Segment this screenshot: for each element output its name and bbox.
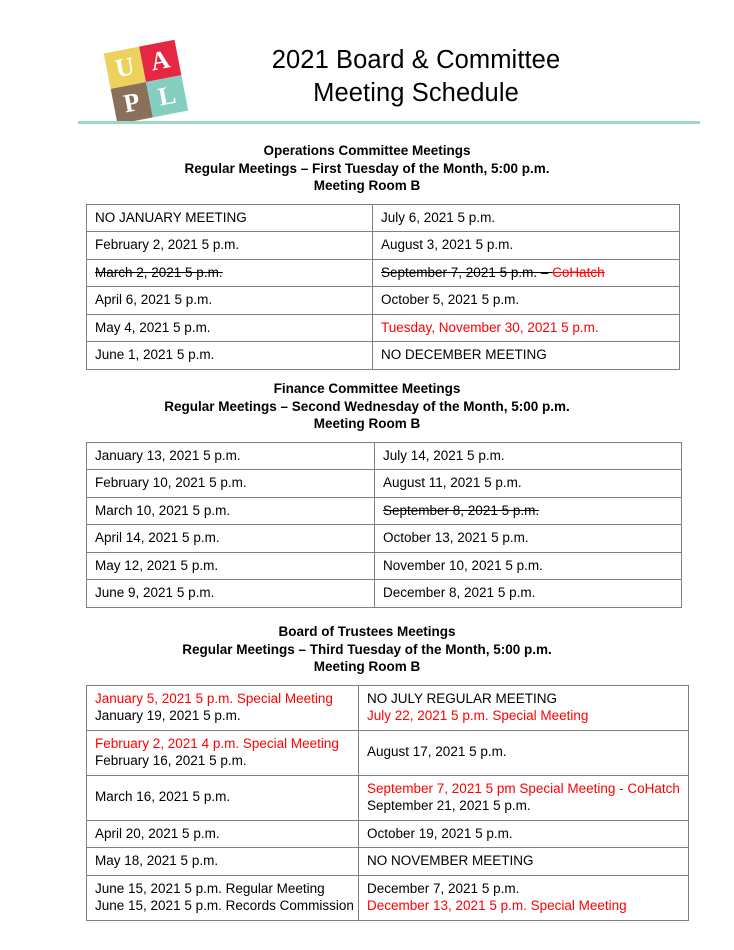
- schedule-cell-right: [375, 552, 682, 580]
- heading-line-1: Operations Committee Meetings: [263, 143, 471, 158]
- schedule-cell-right: [373, 232, 680, 260]
- schedule-cell-left: [87, 580, 375, 608]
- schedule-cell-right: [359, 820, 689, 848]
- schedule-cell-text: June 1, 2021 5 p.m.: [95, 347, 215, 362]
- schedule-cell-text: August 3, 2021 5 p.m.: [381, 237, 514, 252]
- schedule-cell-left: [87, 552, 375, 580]
- schedule-cell-text: February 2, 2021 5 p.m.: [95, 237, 240, 252]
- schedule-cell-text: October 19, 2021 5 p.m.: [367, 825, 513, 841]
- schedule-cell-right: [375, 580, 682, 608]
- schedule-cell-left: [87, 259, 373, 287]
- table-row: [87, 497, 682, 525]
- section-operations: [0, 142, 734, 370]
- schedule-cell-left: [87, 287, 373, 315]
- schedule-cell-text: February 2, 2021 4 p.m. Special Meeting: [95, 735, 339, 751]
- schedule-cell-right: [373, 259, 680, 287]
- schedule-cell-text: March 2, 2021 5 p.m.: [95, 264, 223, 280]
- heading-line-2: Regular Meetings – First Tuesday of the Month, 5:00 p.m.: [184, 160, 550, 176]
- schedule-cell-left: [87, 820, 359, 848]
- section-heading-finance: [0, 380, 734, 433]
- logo-tile-u: U: [104, 47, 146, 89]
- schedule-cell-right: [373, 314, 680, 342]
- table-row: [87, 342, 680, 370]
- schedule-cell-right: [375, 470, 682, 498]
- schedule-cell-text: February 10, 2021 5 p.m.: [95, 475, 247, 490]
- heading-line-2: Regular Meetings – Third Tuesday of the Month, 5:00 p.m.: [182, 641, 552, 657]
- table-row: [87, 730, 689, 775]
- schedule-cell-left: [87, 775, 359, 820]
- schedule-cell-text: December 7, 2021 5 p.m.: [367, 880, 520, 896]
- header-divider-rule: [78, 121, 700, 124]
- table-body: [87, 685, 689, 920]
- heading-line-1: Finance Committee Meetings: [273, 381, 461, 396]
- heading-line-3: Meeting Room B: [313, 416, 421, 431]
- schedule-cell-left: [87, 442, 375, 470]
- schedule-cell-text: NO DECEMBER MEETING: [381, 347, 547, 362]
- logo-tile-a: A: [139, 40, 181, 82]
- section-finance: [0, 380, 734, 608]
- schedule-cell-text: May 18, 2021 5 p.m.: [95, 853, 219, 868]
- schedule-cell-right: [373, 287, 680, 315]
- table-body: [87, 204, 680, 369]
- table-row: [87, 848, 689, 876]
- schedule-cell-right: [359, 775, 689, 820]
- schedule-cell-text: January 19, 2021 5 p.m.: [95, 708, 241, 723]
- schedule-cell-text: November 10, 2021 5 p.m.: [383, 557, 543, 573]
- table-row: [87, 552, 682, 580]
- table-row: [87, 525, 682, 553]
- schedule-cell-left: [87, 204, 373, 232]
- schedule-cell-text: September 8, 2021 5 p.m.: [383, 502, 540, 518]
- page-title: [196, 44, 636, 110]
- schedule-cell-text: July 22, 2021 5 p.m. Special Meeting: [367, 708, 589, 723]
- schedule-cell-text: July 6, 2021 5 p.m.: [381, 209, 496, 225]
- heading-line-3: Meeting Room B: [313, 178, 421, 193]
- library-logo: [104, 42, 188, 126]
- schedule-cell-right: [359, 875, 689, 920]
- table-row: [87, 442, 682, 470]
- schedule-cell-text: July 14, 2021 5 p.m.: [383, 447, 505, 463]
- table-body: [87, 442, 682, 607]
- schedule-cell-left: [87, 342, 373, 370]
- page-title-line-1: 2021 Board & Committee: [271, 46, 561, 74]
- table-row: [87, 875, 689, 920]
- schedule-cell-text: Tuesday, November 30, 2021 5 p.m.: [381, 319, 599, 335]
- schedule-cell-text: June 15, 2021 5 p.m. Regular Meeting: [95, 880, 325, 896]
- schedule-cell-left: [87, 685, 359, 730]
- schedule-cell-text: October 13, 2021 5 p.m.: [383, 530, 529, 545]
- schedule-cell-left: [87, 497, 375, 525]
- schedule-cell-right: [375, 442, 682, 470]
- logo-tile-p: P: [111, 82, 153, 124]
- heading-line-2: Regular Meetings – Second Wednesday of the Month, 5:00 p.m.: [164, 398, 570, 414]
- schedule-cell-text: May 12, 2021 5 p.m.: [95, 557, 219, 573]
- table-row: [87, 580, 682, 608]
- schedule-cell-text: March 10, 2021 5 p.m.: [95, 502, 231, 518]
- schedule-cell-text: June 15, 2021 5 p.m. Records Commission: [95, 898, 354, 913]
- schedule-cell-left: [87, 730, 359, 775]
- table-row: [87, 685, 689, 730]
- schedule-cell-right: [359, 730, 689, 775]
- schedule-cell-text: June 9, 2021 5 p.m.: [95, 585, 215, 600]
- schedule-cell-text: February 16, 2021 5 p.m.: [95, 753, 247, 768]
- logo-tile-l: L: [146, 75, 188, 117]
- schedule-cell-left: [87, 875, 359, 920]
- schedule-cell-text: NO JANUARY MEETING: [95, 209, 247, 225]
- schedule-cell-text: April 20, 2021 5 p.m.: [95, 825, 220, 841]
- schedule-cell-right: [359, 685, 689, 730]
- section-heading-operations: [0, 142, 734, 195]
- schedule-cell-text: September 21, 2021 5 p.m.: [367, 798, 531, 813]
- section-heading-trustees: [0, 623, 734, 676]
- schedule-cell-left: [87, 232, 373, 260]
- table-row: [87, 470, 682, 498]
- schedule-cell-left: [87, 314, 373, 342]
- table-row: [87, 204, 680, 232]
- schedule-table-finance: [86, 442, 682, 608]
- schedule-cell-right: [375, 497, 682, 525]
- schedule-cell-right: [375, 525, 682, 553]
- schedule-cell-text: October 5, 2021 5 p.m.: [381, 292, 520, 307]
- schedule-cell-text: January 5, 2021 5 p.m. Special Meeting: [95, 690, 333, 706]
- schedule-table-operations: [86, 204, 680, 370]
- schedule-cell-text: August 11, 2021 5 p.m.: [383, 475, 522, 490]
- table-row: [87, 775, 689, 820]
- table-row: [87, 232, 680, 260]
- schedule-cell-text: August 17, 2021 5 p.m.: [367, 744, 507, 760]
- schedule-cell-text: NO JULY REGULAR MEETING: [367, 690, 558, 706]
- section-trustees: [0, 623, 734, 921]
- schedule-cell-text: January 13, 2021 5 p.m.: [95, 447, 241, 463]
- table-row: [87, 820, 689, 848]
- page-header: [0, 0, 734, 122]
- schedule-cell-text: December 13, 2021 5 p.m. Special Meeting: [367, 898, 627, 913]
- table-row: [87, 287, 680, 315]
- schedule-cell-left: [87, 470, 375, 498]
- schedule-table-trustees: [86, 685, 689, 921]
- table-row: [87, 259, 680, 287]
- logo-tile-grid: [104, 40, 188, 124]
- schedule-cell-text: May 4, 2021 5 p.m.: [95, 319, 211, 335]
- schedule-cell-text: April 6, 2021 5 p.m.: [95, 292, 213, 307]
- schedule-cell-right: [373, 342, 680, 370]
- schedule-cell-left: [87, 848, 359, 876]
- schedule-cell-text: March 16, 2021 5 p.m.: [95, 789, 231, 805]
- schedule-cell-text: CoHatch: [552, 264, 605, 280]
- schedule-cell-right: [359, 848, 689, 876]
- schedule-cell-left: [87, 525, 375, 553]
- heading-line-1: Board of Trustees Meetings: [278, 624, 456, 639]
- schedule-cell-text: December 8, 2021 5 p.m.: [383, 585, 536, 600]
- page-title-line-2: Meeting Schedule: [313, 79, 519, 107]
- heading-line-3: Meeting Room B: [313, 659, 421, 674]
- schedule-cell-text: NO NOVEMBER MEETING: [367, 853, 534, 868]
- schedule-cell-text: April 14, 2021 5 p.m.: [95, 530, 220, 545]
- schedule-cell-right: [373, 204, 680, 232]
- schedule-cell-text: September 7, 2021 5 p.m. – CoHatch: [381, 264, 605, 280]
- table-row: [87, 314, 680, 342]
- schedule-cell-text: September 7, 2021 5 pm Special Meeting - CoHatch: [367, 780, 680, 796]
